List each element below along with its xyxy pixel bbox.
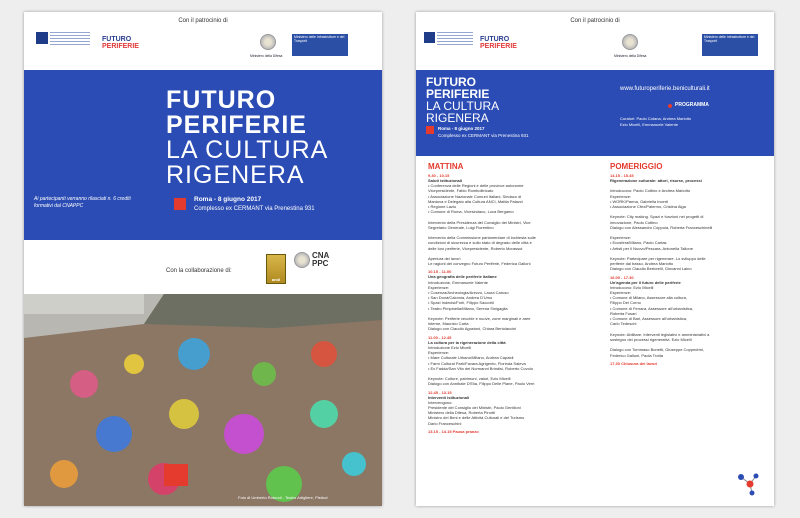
photo-caption: Foto di Umberto Rotundi - Teatro Artigliere, Pisticci [238,495,328,500]
program-block [428,269,604,331]
program-line: Esperienze: [428,284,450,290]
program-line: Esperienze: [610,290,632,296]
program-block [428,390,604,426]
program-time: 9.30 - 10.15 [428,173,450,178]
title-line-4: RIGENERA [166,161,305,189]
program-line: Esperienze: [428,350,450,356]
program-line: Interventi istituzionali [428,394,470,400]
program-line: • WORK/Parma, Gabriella Incerti [610,198,669,204]
program-line: Roberta Fusari [610,310,637,316]
program-line: • Ex Fadda/San Vito dei Normanni Brindisi, Roberto Covolo [428,365,533,371]
program-line: interne, Maurizio Carta [428,321,469,327]
program-line: Introduzione, Emmanuele Valente [428,279,488,285]
molecule-logo-icon [736,472,760,501]
program-line: • Associazione Cfex/Palermo, Cristina Alga [610,204,686,210]
cover-page: Con il patrocinio di FUTURO PERIFERIE Ministero della Difesa Ministero delle Infrastrutture e dei Trasporti FUTURO PERIFERIE LA CULTURA RIGENERA Ai partecipanti verranno rilasciati n. 6 crediti formativi dal CNAPPC Roma - 8 giugno 2017 Complesso ex CERMANT via Prenestina 931 Con la collaborazione di: andi CNA PPC Foto di Umberto Rotundi - Teatro Artigliere, Pisticci [24,12,382,506]
website-link[interactable]: www.futuroperiferie.beniculturali.it [620,86,710,92]
event-venue: Complesso ex CERMANT via Prenestina 931 [438,133,529,138]
mattina-column [428,173,604,437]
collab-label: Con la collaborazione di: [166,268,232,274]
event-date: Roma - 8 giugno 2017 [194,196,262,203]
program-block [428,429,604,434]
program-line: Saluti istituzionali [428,178,463,183]
title-line-2: PERIFERIE [426,87,490,101]
title-line-3: LA CULTURA [166,136,329,164]
programma-label: PROGRAMMA [675,102,709,108]
program-time: 11.00 - 12.45 [428,334,452,340]
program-line: • Conferenza delle Regioni e delle province autonome [428,183,524,189]
program-line: Mantova e Delegato alla Cultura ANCI, Mattia Palazzi [428,198,523,204]
title-line-4: RIGENERA [426,111,489,125]
program-line: Carlo Tedeschi [610,321,637,327]
program-line: Keynote: Partecipare per rigenerare. Lo sviluppo delle [610,256,706,262]
curators-line-2: Ezio Micelli, Emmanuele Valente [620,122,678,127]
program-time: 16.00 - 17.30 [610,274,634,280]
program-line: • San Donà/Calomia, Andrea D'Urso [428,295,493,301]
futuro-periferie-logo: FUTURO PERIFERIE [102,36,139,50]
program-line: • Teatro Pimpinella/Milano, Serena Sinigaglia [428,305,508,311]
patron-label: Con il patrocinio di [178,18,228,24]
program-line: Intervento della Presidenza del Consiglio dei Ministri, Vice [428,219,531,225]
futuro-periferie-logo: FUTURO PERIFERIE [480,36,517,50]
pomeriggio-title: POMERIGGIO [610,162,663,171]
program-line: Dialogo con Annibale D'Elia, Filippo Delle Piane, Paolo Verri [428,381,535,387]
pomeriggio-column [610,173,768,369]
title-band [24,70,382,240]
program-line: Dialogo con Claudio Bertorelli, Giovanni Laino [610,266,692,272]
program-line: condizioni di sicurezza e sullo stato di degrado delle città e [428,240,532,246]
credits-note: Ai partecipanti verranno rilasciati n. 6 crediti formativi dal CNAPPC [34,196,131,209]
program-time: 13.15 - 14.15 Pausa pranzo [428,428,479,434]
mibact-logo [424,32,474,54]
program-line: Esperienze: [610,235,632,241]
program-line: Filippo Del Corno [610,300,641,306]
title-line-3: LA CULTURA [426,99,500,113]
patron-label: Con il patrocinio di [570,18,620,24]
program-line: sostegno dei processi rigenerativi, Ezio Micelli [610,336,692,342]
program-line: Keynote: Culture, patrimoni, valori, Ezio Micelli [428,376,511,382]
title-line-1: FUTURO [166,86,277,114]
program-line: Introducono: Paolo Cottino e Andrea Mariotto [610,188,691,194]
program-line: Introducono: Ezio Micelli [610,284,654,290]
event-venue: Complesso ex CERMANT via Prenestina 931 [194,206,315,212]
cover-photo [24,294,382,506]
program-line: Dialogo con Tommaso Bonetti, Giuseppe Coppedrini, [610,347,704,353]
program-line: Federico Galloni, Paola Trotta [610,352,663,358]
ministero-difesa-label: Ministero della Difesa [250,54,283,58]
title-band [416,70,774,156]
program-line: Ministero della Difesa, Roberta Pinotti [428,410,495,416]
program-time: 10.15 - 11.00 [428,269,452,275]
mibact-mark-icon [424,32,435,43]
program-block [610,275,768,358]
program-line: Vicepresidente, Fabio Rombolitricato [428,188,494,194]
program-line: Un'agenda per il futuro delle periferie [610,279,681,285]
program-line: • Spazi Indecisi/Forlì, Filippo Saccotti [428,300,494,306]
program-line: • Artisti per il Nuovo/Pescara, Antonella Tallone [610,245,693,251]
program-line: • Farm Cultural Park/Favara Agrigento, Florinda Saieva [428,360,526,366]
program-block [610,173,768,272]
program-line: • Regione Lazio [428,204,457,210]
program-line: La cultura per la rigenerazione della città [428,339,506,345]
program-page [416,12,774,506]
program-line: • Comune di Bari, Assessore all'urbanistica, [610,316,688,322]
program-line: Apertura dei lavori [428,256,461,262]
title-line-1: FUTURO [426,75,476,89]
mibact-logo [36,32,92,54]
program-time: 14.15 - 15.45 [610,173,634,178]
program-line: Dialogo con Alessandro Coppola, Roberta Franceschinelli [610,224,713,230]
program-line: Dialogo con Claudio Agostoni, Chiara Bertolaccini [428,326,517,332]
mibact-mark-icon [36,32,48,44]
program-line: Rigenerazione culturale: attori, risorse, processi [610,178,702,183]
program-line: innovazione, Paolo Cottino [610,219,658,225]
program-line: Keynote: City making. Spazi e funzioni nei progetti di [610,214,704,220]
program-line: Keynote: Periferie vecchie e nuove, zone marginali e aree [428,316,531,322]
program-line: • Associazione Nazionale Comuni Italiani, Sindaco di [428,193,522,199]
program-line: Keynote: Abilitare. Interventi legislativi e amministrativi a [610,331,710,337]
program-line: • Comune di Roma, Vicesindaco, Luca Bergamo [428,209,514,215]
program-line: Dario Franceschini [428,420,462,426]
program-line: Le ragioni del convegno Futuro Periferie, Federica Galloni [428,261,531,267]
event-date: Roma - 8 giugno 2017 [438,126,485,131]
program-time: 17.30 Chiusura dei lavori [610,360,658,366]
andi-logo: andi [266,254,286,284]
italian-emblem-icon [622,34,638,50]
red-square-mark [174,198,186,210]
program-line: • Comune di Milano, Assessore alla cultura, [610,295,687,301]
mit-logo: Ministero delle Infrastrutture e dei Trasporti [702,34,758,56]
program-line: Esperienze: [610,193,632,199]
curators-line-1: Curatori: Paolo Cotana, Andrea Mariotto [620,116,692,121]
mit-logo: Ministero delle Infrastrutture e dei Trasporti [292,34,348,56]
courtyard-painting-photo [24,294,382,506]
mattina-title: MATTINA [428,162,464,171]
program-line: • Cosenza/Archeologia/Arezzo, Laura Caruso [428,290,509,296]
program-block [610,361,768,366]
program-line: • Ecosfera/Milano, Paolo Cartas [610,240,667,246]
program-line: Una geografia delle periferie italiane [428,274,497,280]
program-line: Presidente del Consiglio dei Ministri, Paolo Gentiloni [428,404,521,410]
program-line: Segretario Generale, Luigi Fiorentino [428,224,494,230]
program-line: • Comune di Ferrara, Assessore all'urbanistica, [610,305,694,311]
program-line: Introduzione Ezio Micelli [428,344,472,350]
program-block [428,173,604,266]
red-square-mark [426,126,434,134]
program-line: Ministro dei Beni e delle Attività Culturali e del Turismo [428,415,525,421]
program-time: 12.45 - 13.15 [428,389,452,395]
ministero-difesa-label: Ministero della Difesa [614,54,647,58]
program-block [428,335,604,387]
program-line: periferie dal basso, Andrea Mariotto [610,261,674,267]
program-line: Intervengono: [428,399,453,405]
program-line: Intervento della Commissione parlamentare di inchiesta sulle [428,235,536,241]
cnappc-emblem-icon [294,252,310,268]
programma-dot-icon [668,104,672,108]
program-line: delle loro periferie, Vicepresidente, Roberto Morassut [428,245,523,251]
program-line: • Mare Culturale Urbano/Milano, Andrea Capaldi [428,355,514,361]
italian-emblem-icon [260,34,276,50]
title-line-2: PERIFERIE [166,111,307,139]
